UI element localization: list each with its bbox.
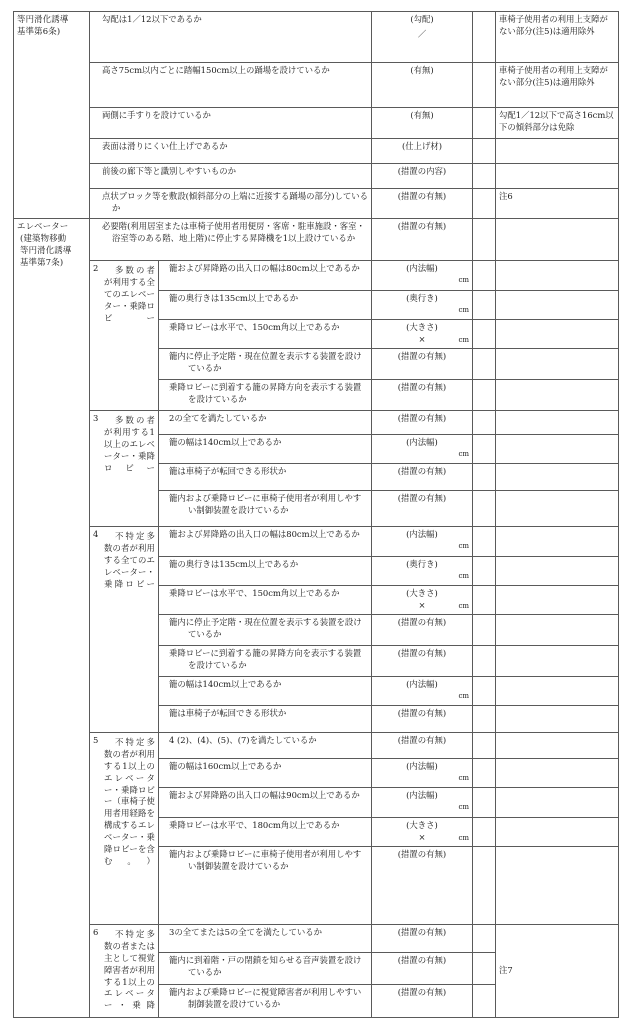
note-cell xyxy=(496,925,619,1018)
item-number xyxy=(93,110,102,122)
item-number xyxy=(162,927,169,939)
note-cell xyxy=(496,646,619,677)
measure-label: (有無) xyxy=(410,65,434,75)
check-cell[interactable] xyxy=(473,164,496,189)
measure-label: (措置の内容) xyxy=(397,166,447,176)
unit-label: cm xyxy=(458,541,469,550)
check-cell[interactable] xyxy=(473,586,496,615)
measure-cell[interactable] xyxy=(372,464,473,491)
item-text: 籠内に停止予定階・現在位置を表示する装置を設けているか xyxy=(169,617,362,639)
unit-label: cm xyxy=(458,449,469,458)
item-cell xyxy=(90,189,372,219)
item-text: 籠の幅は140cm以上であるか xyxy=(169,437,282,447)
measure-label: (大きさ) xyxy=(406,820,438,830)
unit-label: cm xyxy=(458,833,469,842)
measure-label: (措置の有無) xyxy=(397,466,447,476)
note-text: 注7 xyxy=(499,965,513,976)
measure-label: (措置の有無) xyxy=(397,191,447,201)
item-text: 籠の奥行きは135cm以上であるか xyxy=(169,559,299,569)
measure-cell[interactable] xyxy=(372,586,473,615)
item-text: 乗降ロビーに到着する籠の昇降方向を表示する装置を設けているか xyxy=(169,382,362,404)
check-cell[interactable] xyxy=(473,349,496,380)
note-cell xyxy=(496,261,619,291)
note-cell xyxy=(496,491,619,527)
item-number xyxy=(162,351,169,363)
measure-cell[interactable] xyxy=(372,108,473,139)
item-number xyxy=(162,466,169,478)
item-number xyxy=(162,955,169,967)
check-cell[interactable] xyxy=(473,527,496,557)
item-number xyxy=(93,191,102,203)
measure-label: (措置の有無) xyxy=(397,351,447,361)
note-cell xyxy=(496,411,619,435)
item-number xyxy=(162,559,169,571)
item-text: 乗降ロビーに到着する籠の昇降方向を表示する装置を設けているか xyxy=(169,648,362,670)
note-cell xyxy=(496,139,619,164)
cross-line xyxy=(375,600,469,612)
item-text: 2の全てを満たしているか xyxy=(169,413,267,423)
item-number xyxy=(162,413,169,425)
unit-label: cm xyxy=(458,601,469,610)
item-text: 籠および昇降路の出入口の幅は80cm以上であるか xyxy=(169,263,360,273)
note-cell xyxy=(496,219,619,261)
table-body xyxy=(14,12,619,1018)
item-text: 籠の幅は140cm以上であるか xyxy=(169,679,282,689)
item-number xyxy=(162,761,169,773)
note-cell xyxy=(496,818,619,847)
item-cell xyxy=(159,788,372,818)
category-cell-elevator xyxy=(14,219,90,1018)
measure-cell[interactable] xyxy=(372,985,473,1018)
measure-label: (内法幅) xyxy=(406,790,438,800)
measure-cell[interactable] xyxy=(372,320,473,349)
measure-cell[interactable] xyxy=(372,219,473,261)
item-text: 必要階(利用居室または車椅子使用者用便房・客席・駐車施設・客室・浴室等のある階、地上階)に停止する昇降機を1以上設けているか xyxy=(102,221,365,243)
measure-cell[interactable] xyxy=(372,818,473,847)
category-label-line: エレベーター xyxy=(17,221,69,231)
measure-cell[interactable] xyxy=(372,527,473,557)
note-text: 勾配1／12以下で高さ16cm以下の傾斜部分は免除 xyxy=(499,110,614,132)
item-text: 籠内および乗降ロビーに視覚障害者が利用しやすい制御装置を設けているか xyxy=(169,987,362,1009)
measure-label: (措置の有無) xyxy=(397,708,447,718)
item-text: 表面は滑りにくい仕上げであるか xyxy=(102,141,228,151)
measure-cell[interactable] xyxy=(372,139,473,164)
measure-label: (内法幅) xyxy=(406,263,438,273)
measure-cell[interactable] xyxy=(372,63,473,108)
cross-glyph: × xyxy=(418,599,426,610)
item-text: 籠および昇降路の出入口の幅は80cm以上であるか xyxy=(169,529,360,539)
note-cell xyxy=(496,586,619,615)
item-number xyxy=(162,493,169,505)
item-text: 乗降ロビーは水平で、150cm角以上であるか xyxy=(169,322,340,332)
item-cell xyxy=(159,464,372,491)
note-text: 車椅子使用者の利用上支障がない部分(注5)は適用除外 xyxy=(499,65,608,87)
measure-label: (内法幅) xyxy=(406,437,438,447)
item-cell xyxy=(159,615,372,646)
table-row xyxy=(14,139,619,164)
item-cell xyxy=(159,706,372,733)
measure-cell[interactable] xyxy=(372,733,473,759)
measure-label: (措置の有無) xyxy=(397,648,447,658)
category-label-line: 等円滑化誘導 xyxy=(17,14,69,24)
check-cell[interactable] xyxy=(473,706,496,733)
table-row xyxy=(14,189,619,219)
item-cell xyxy=(159,435,372,464)
note-cell xyxy=(496,108,619,139)
group-title: 不特定多数の者または主として視覚障害者が利用する1以上のエレベーター・乗降 xyxy=(104,928,155,1011)
item-number xyxy=(162,322,169,334)
item-number xyxy=(162,708,169,720)
item-cell xyxy=(159,847,372,925)
item-text: 籠は車椅子が転回できる形状か xyxy=(169,466,287,476)
cross-glyph: × xyxy=(418,333,426,344)
check-cell[interactable] xyxy=(473,63,496,108)
check-cell[interactable] xyxy=(473,108,496,139)
table-row xyxy=(14,527,619,557)
unit-label: cm xyxy=(458,802,469,811)
measure-cell[interactable] xyxy=(372,788,473,818)
note-cell xyxy=(496,63,619,108)
measure-label: (内法幅) xyxy=(406,761,438,771)
group-title: 不特定多数の者が利用する1以上のエレベーター・乗降ロビー（車椅子使用者用経路を構成するエレベーター・乗降ロビーを含む。） xyxy=(104,736,155,867)
item-number xyxy=(162,648,169,660)
item-cell xyxy=(159,586,372,615)
check-cell[interactable] xyxy=(473,788,496,818)
category-label-line: 基準第6条) xyxy=(17,25,61,36)
item-text: 3の全てまたは5の全てを満たしているか xyxy=(169,927,323,937)
unit-label: cm xyxy=(458,275,469,284)
measure-cell[interactable] xyxy=(372,706,473,733)
measure-label: (措置の有無) xyxy=(397,493,447,503)
note-cell xyxy=(496,759,619,788)
measure-cell[interactable] xyxy=(372,847,473,925)
measure-cell[interactable] xyxy=(372,953,473,985)
slash-glyph: ／ xyxy=(417,28,427,39)
unit-label: cm xyxy=(458,335,469,344)
note-cell xyxy=(496,380,619,411)
note-cell xyxy=(496,615,619,646)
item-text: 籠の奥行きは135cm以上であるか xyxy=(169,293,299,303)
measure-label: (勾配) xyxy=(410,14,434,24)
item-number xyxy=(93,65,102,77)
measure-label: (措置の有無) xyxy=(397,735,447,745)
check-cell[interactable] xyxy=(473,261,496,291)
item-text: 籠内および乗降ロビーに車椅子使用者が利用しやすい制御装置を設けているか xyxy=(169,493,362,515)
item-cell xyxy=(90,12,372,63)
item-number xyxy=(162,437,169,449)
item-number xyxy=(93,14,102,26)
note-cell xyxy=(496,733,619,759)
measure-cell[interactable] xyxy=(372,291,473,320)
item-number xyxy=(162,617,169,629)
check-cell[interactable] xyxy=(473,985,496,1018)
measure-label: (措置の有無) xyxy=(397,927,447,937)
note-cell xyxy=(496,189,619,219)
item-cell xyxy=(159,925,372,953)
check-cell[interactable] xyxy=(473,139,496,164)
measure-label: (措置の有無) xyxy=(397,987,447,997)
item-cell xyxy=(90,139,372,164)
note-text: 車椅子使用者の利用上支障がない部分(注5)は適用除外 xyxy=(499,14,608,36)
item-cell xyxy=(90,108,372,139)
unit-label: cm xyxy=(458,773,469,782)
item-cell xyxy=(159,491,372,527)
note-cell xyxy=(496,677,619,706)
item-cell xyxy=(159,953,372,985)
item-number xyxy=(162,849,169,861)
item-cell xyxy=(159,557,372,586)
item-number xyxy=(162,588,169,600)
item-text: 籠内に停止予定階・現在位置を表示する装置を設けているか xyxy=(169,351,362,373)
item-cell xyxy=(159,349,372,380)
measure-cell[interactable] xyxy=(372,615,473,646)
check-cell[interactable] xyxy=(473,557,496,586)
item-number xyxy=(162,529,169,541)
table-row xyxy=(14,261,619,291)
item-text: 点状ブロック等を敷設(傾斜部分の上端に近接する踊場の部分)しているか xyxy=(102,191,368,213)
cross-line xyxy=(375,334,469,346)
note-cell xyxy=(496,12,619,63)
check-cell[interactable] xyxy=(473,646,496,677)
item-text: 籠の幅は160cm以上であるか xyxy=(169,761,282,771)
group-number: 5 xyxy=(93,735,99,745)
measure-label: (内法幅) xyxy=(406,529,438,539)
table-row xyxy=(14,733,619,759)
item-cell xyxy=(159,677,372,706)
item-number xyxy=(162,820,169,832)
measure-label: (措置の有無) xyxy=(397,617,447,627)
cross-line xyxy=(375,832,469,844)
note-cell xyxy=(496,349,619,380)
measure-label: (奥行き) xyxy=(406,293,438,303)
item-text: 籠内および乗降ロビーに車椅子使用者が利用しやすい制御装置を設けているか xyxy=(169,849,362,871)
check-cell[interactable] xyxy=(473,320,496,349)
measure-label: (措置の有無) xyxy=(397,849,447,859)
category-label-line: 等円滑化誘導 xyxy=(20,244,72,255)
measure-label: (大きさ) xyxy=(406,588,438,598)
item-number xyxy=(162,293,169,305)
table-row xyxy=(14,108,619,139)
group-number: 2 xyxy=(93,263,99,273)
item-cell xyxy=(159,320,372,349)
note-cell xyxy=(496,788,619,818)
measure-cell[interactable] xyxy=(372,491,473,527)
measure-label: (内法幅) xyxy=(406,679,438,689)
item-cell xyxy=(159,818,372,847)
check-cell[interactable] xyxy=(473,847,496,925)
item-text: 籠および昇降路の出入口の幅は90cm以上であるか xyxy=(169,790,360,800)
check-cell[interactable] xyxy=(473,953,496,985)
item-cell xyxy=(90,63,372,108)
note-cell xyxy=(496,464,619,491)
item-cell xyxy=(159,759,372,788)
item-cell xyxy=(90,219,372,261)
measure-cell[interactable] xyxy=(372,925,473,953)
item-text: 籠内に到着階・戸の閉鎖を知らせる音声装置を設けているか xyxy=(169,955,362,977)
group-number: 3 xyxy=(93,413,99,423)
measure-cell[interactable] xyxy=(372,380,473,411)
table-row xyxy=(14,219,619,261)
item-number xyxy=(162,263,169,275)
item-text: 籠は車椅子が転回できる形状か xyxy=(169,708,287,718)
table-row xyxy=(14,63,619,108)
note-text: 注6 xyxy=(499,191,513,201)
item-number xyxy=(93,221,102,233)
item-text: 高さ75cm以内ごとに踏幅150cm以上の踊場を設けているか xyxy=(102,65,330,75)
compliance-check-table xyxy=(13,11,619,1018)
item-number xyxy=(162,987,169,999)
measure-cell[interactable] xyxy=(372,411,473,435)
check-cell[interactable] xyxy=(473,615,496,646)
measure-cell[interactable] xyxy=(372,261,473,291)
item-cell xyxy=(159,411,372,435)
measure-label: (奥行き) xyxy=(406,559,438,569)
note-cell xyxy=(496,527,619,557)
measure-cell[interactable] xyxy=(372,646,473,677)
check-cell[interactable] xyxy=(473,219,496,261)
check-cell[interactable] xyxy=(473,818,496,847)
item-text: 4 (2)、(4)、(5)、(7)を満たしているか xyxy=(169,735,317,745)
note-cell xyxy=(496,557,619,586)
measure-label: (措置の有無) xyxy=(397,382,447,392)
measure-cell[interactable] xyxy=(372,557,473,586)
item-cell xyxy=(159,261,372,291)
table-row xyxy=(14,411,619,435)
check-cell[interactable] xyxy=(473,380,496,411)
measure-label: (措置の有無) xyxy=(397,955,447,965)
item-number xyxy=(162,679,169,691)
group-title: 不特定多数の者が利用する全てのエレベーター・乗降ロビー xyxy=(104,530,155,589)
group-title: 多数の者が利用する全てのエレベーター・乗降ロビー xyxy=(104,264,155,323)
measure-cell[interactable] xyxy=(372,435,473,464)
check-cell[interactable] xyxy=(473,435,496,464)
group-cell xyxy=(90,733,159,925)
item-text: 乗降ロビーは水平で、180cm角以上であるか xyxy=(169,820,340,830)
check-cell[interactable] xyxy=(473,189,496,219)
category-cell-ramp xyxy=(14,12,90,219)
check-cell[interactable] xyxy=(473,291,496,320)
measure-label: (仕上げ材) xyxy=(401,141,443,151)
note-cell xyxy=(496,435,619,464)
measure-cell[interactable] xyxy=(372,677,473,706)
check-cell[interactable] xyxy=(473,733,496,759)
item-number xyxy=(162,790,169,802)
measure-label: (措置の有無) xyxy=(397,413,447,423)
note-cell xyxy=(496,320,619,349)
unit-label: cm xyxy=(458,571,469,580)
cross-glyph: × xyxy=(418,831,426,842)
category-label-line: 基準第7条) xyxy=(20,256,64,267)
measure-label: (大きさ) xyxy=(406,322,438,332)
item-text: 乗降ロビーは水平で、150cm角以上であるか xyxy=(169,588,340,598)
measure-cell[interactable] xyxy=(372,12,473,63)
item-number xyxy=(93,141,102,153)
item-cell xyxy=(90,164,372,189)
item-cell xyxy=(159,380,372,411)
category-label-line: (建築物移動 xyxy=(20,232,67,243)
group-cell xyxy=(90,925,159,1018)
group-number: 6 xyxy=(93,927,99,937)
note-cell xyxy=(496,847,619,925)
measure-cell[interactable] xyxy=(372,759,473,788)
note-cell xyxy=(496,706,619,733)
item-cell xyxy=(159,527,372,557)
group-cell xyxy=(90,261,159,411)
item-number xyxy=(162,735,169,747)
note-cell xyxy=(496,291,619,320)
check-cell[interactable] xyxy=(473,464,496,491)
item-cell xyxy=(159,733,372,759)
table-row xyxy=(14,925,619,953)
unit-label: cm xyxy=(458,691,469,700)
item-number xyxy=(93,166,102,178)
measure-label: (有無) xyxy=(410,110,434,120)
item-text: 前後の廊下等と識別しやすいものか xyxy=(102,166,236,176)
check-cell[interactable] xyxy=(473,12,496,63)
check-cell[interactable] xyxy=(473,491,496,527)
measure-cell[interactable] xyxy=(372,164,473,189)
item-text: 両側に手すりを設けているか xyxy=(102,110,211,120)
table-row xyxy=(14,12,619,63)
check-cell[interactable] xyxy=(473,677,496,706)
group-number: 4 xyxy=(93,529,99,539)
check-cell[interactable] xyxy=(473,411,496,435)
item-cell xyxy=(159,291,372,320)
note-cell xyxy=(496,164,619,189)
item-number xyxy=(162,382,169,394)
unit-label: cm xyxy=(458,305,469,314)
group-cell xyxy=(90,527,159,733)
check-cell[interactable] xyxy=(473,759,496,788)
measure-cell[interactable] xyxy=(372,189,473,219)
item-cell xyxy=(159,646,372,677)
group-title: 多数の者が利用する1以上のエレベーター・乗降ロビー xyxy=(104,414,155,473)
item-cell xyxy=(159,985,372,1018)
table-row xyxy=(14,164,619,189)
item-text: 勾配は1／12以下であるか xyxy=(102,14,202,24)
measure-label: (措置の有無) xyxy=(397,221,447,231)
check-cell[interactable] xyxy=(473,925,496,953)
group-cell xyxy=(90,411,159,527)
measure-cell[interactable] xyxy=(372,349,473,380)
